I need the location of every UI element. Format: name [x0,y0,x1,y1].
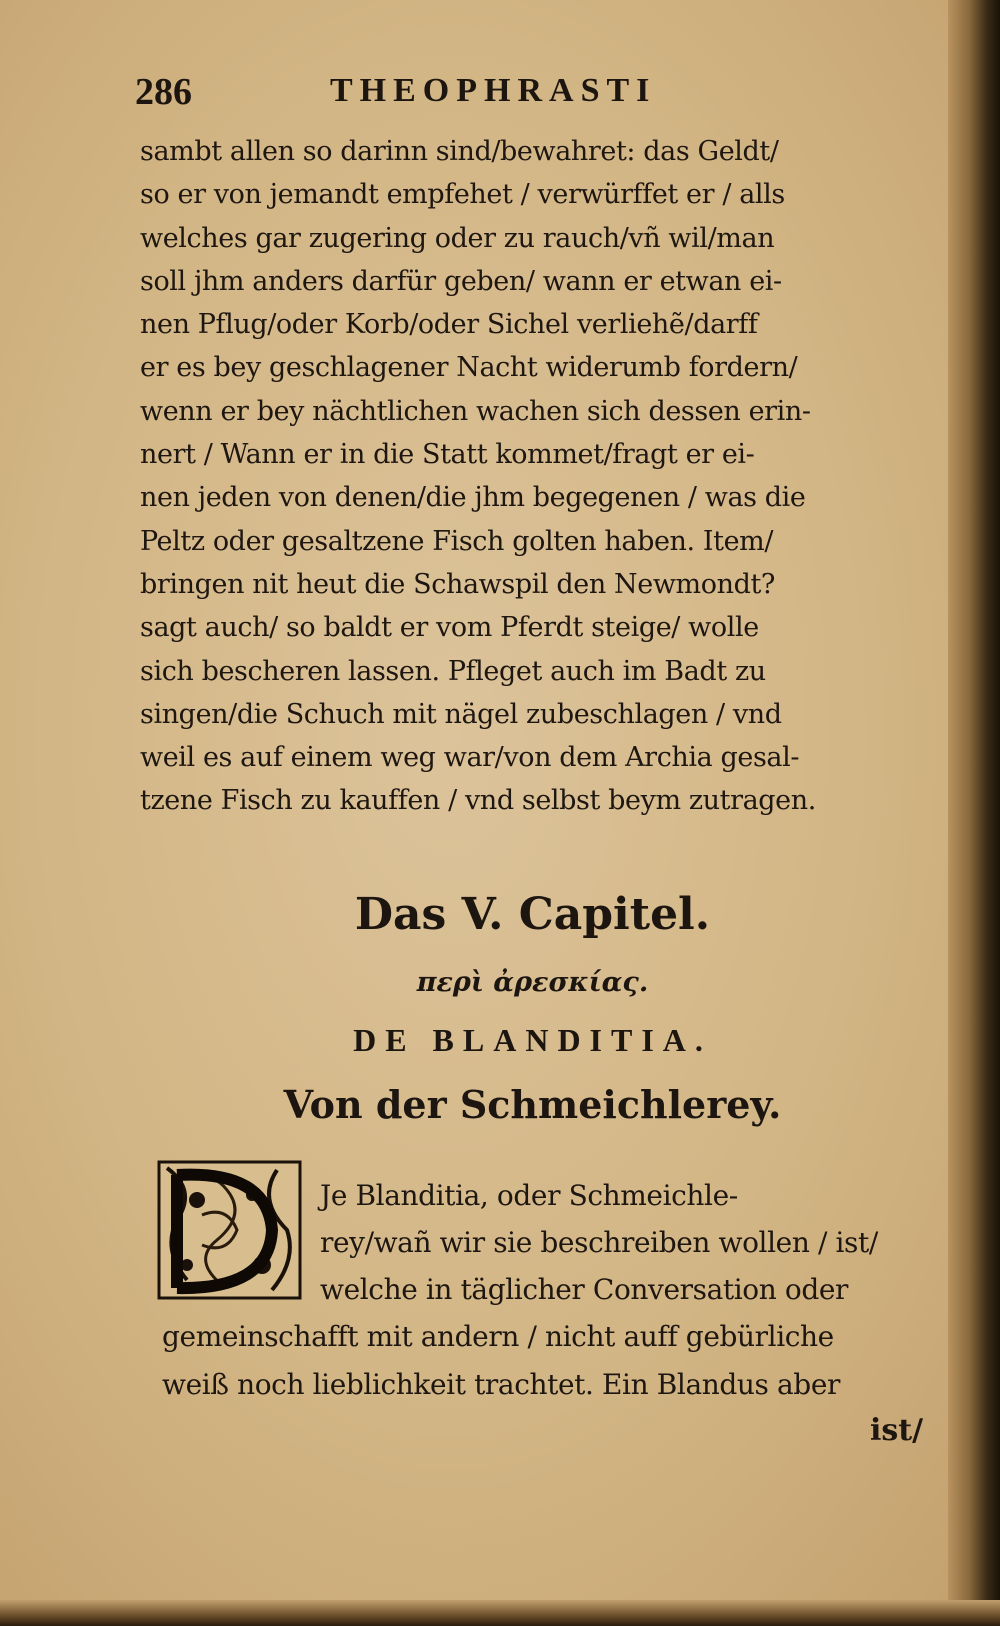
text-line: soll jhm anders darfür geben/ wann er etwan ei- [140,265,782,297]
page-gutter [948,0,1000,1626]
text-line: er es bey geschlagener Nacht widerumb fordern/ [140,352,798,384]
text-line: weil es auf einem weg war/von dem Archia gesal- [140,742,800,774]
text-line: so er von jemandt empfehet / verwürffet er / alls [140,179,785,211]
section-text-indented [320,1172,930,1313]
decorated-initial [157,1160,302,1300]
german-title: Von der Schmeichlerey. [283,1082,782,1127]
text-line: rey/wañ wir sie beschreiben wollen / ist/ [320,1226,878,1259]
text-line: sich bescheren lassen. Pfleget auch im Badt zu [140,655,766,687]
chapter-title: Das V. Capitel. [354,889,711,940]
chapter-heading [140,880,925,1135]
page-bottom-edge [0,1600,1000,1626]
text-line: nert / Wann er in die Statt kommet/fragt er ei- [140,439,755,471]
greek-title: περὶ ἀρεσκίας. [416,967,649,998]
text-line: singen/die Schuch mit nägel zubeschlagen / vnd [140,698,782,730]
decorated-initial-icon [157,1160,302,1300]
text-line: weiß noch lieblichkeit trachtet. Ein Blandus aber [162,1368,840,1401]
page-header [135,70,695,120]
section-text-full [162,1313,932,1409]
latin-title: DE BLANDITIA. [353,1022,712,1058]
text-line: tzene Fisch zu kauffen / vnd selbst beym zutragen. [140,785,816,817]
text-line: sagt auch/ so baldt er vom Pferdt steige/ wolle [140,612,759,644]
text-line: nen jeden von denen/die jhm begegenen / was die [140,482,806,514]
text-line: gemeinschafft mit andern / nicht auff gebürliche [162,1320,834,1353]
text-line: sambt allen so darinn sind/bewahret: das Geldt/ [140,136,779,167]
text-line: welches gar zugering oder zu rauch/vñ wil/man [140,222,775,254]
text-line: Je Blanditia, oder Schmeichle- [320,1179,738,1212]
body-text [140,130,925,823]
text-line: Peltz oder gesaltzene Fisch golten haben. Item/ [140,525,774,557]
running-head: THEOPHRASTI [330,72,657,109]
text-line: bringen nit heut die Schawspil den Newmondt? [140,568,775,600]
text-line: welche in täglicher Conversation oder [320,1273,849,1306]
text-line: nen Pflug/oder Korb/oder Sichel verliehẽ/darff [140,309,758,341]
text-line: wenn er bey nächtlichen wachen sich dessen erin- [140,395,811,427]
page-number: 286 [135,71,192,113]
catchword: ist/ [870,1413,924,1448]
